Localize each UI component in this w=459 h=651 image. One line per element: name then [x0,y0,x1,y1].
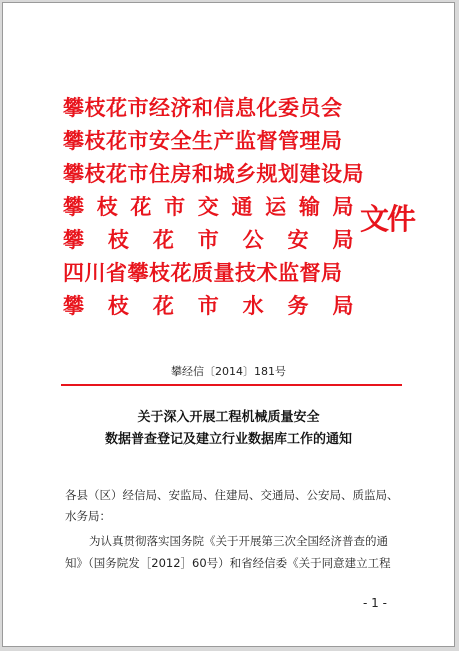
recipients-line1: 各县（区）经信局、安监局、住建局、交通局、公安局、质监局、 [65,488,399,502]
issuer-housing-bureau: 攀枝花市住房和城乡规划建设局 [63,161,364,186]
issuer-char: 输 [298,194,321,219]
issuer-char: 花 [152,293,175,318]
paragraph-line2: 知》（国务院发［2012］60号）和省经信委《关于同意建立工程 [65,556,391,570]
issuer-char: 市 [197,227,220,252]
issuer-water-bureau [63,289,354,322]
issuer-char: 局 [332,194,354,219]
notice-title-line1: 关于深入开展工程机械质量安全 [137,410,320,425]
issuer-char: 市 [197,293,220,318]
issuer-char: 局 [332,293,354,318]
issuer-quality-bureau: 四川省攀枝花质量技术监督局 [63,260,343,285]
red-divider-line [61,384,402,386]
issuer-char: 枝 [107,227,130,252]
document-page [2,2,455,647]
issuer-char: 枝 [107,293,130,318]
issuer-char: 公 [242,227,265,252]
issuer-char: 攀 [63,194,85,219]
notice-title-line2: 数据普查登记及建立行业数据库工作的通知 [104,432,352,447]
notice-title [3,407,454,451]
issuer-char: 安 [287,227,310,252]
issuer-char: 市 [164,194,186,219]
issuer-char: 花 [152,227,175,252]
document-number: 攀经信〔2014〕181号 [171,365,286,378]
issuer-char: 花 [130,194,152,219]
issuer-police-bureau [63,223,354,256]
issuer-char: 攀 [63,293,85,318]
issuer-safety-bureau: 攀枝花市安全生产监督管理局 [63,128,343,153]
issuer-char: 局 [332,227,354,252]
issuer-char: 通 [231,194,253,219]
issuer-char: 务 [287,293,310,318]
issuer-char: 水 [242,293,265,318]
issuer-char: 攀 [63,227,85,252]
paragraph-line1: 为认真贯彻落实国务院《关于开展第三次全国经济普查的通 [89,534,388,548]
page-number: - 1 - [363,596,387,610]
issuer-transport-bureau [63,190,354,223]
document-word: 文件 [360,202,415,236]
issuer-char: 交 [197,194,220,219]
issuer-char: 运 [265,194,287,219]
issuer-economic-commission: 攀枝花市经济和信息化委员会 [63,95,343,120]
recipients-line2: 水务局： [65,509,111,523]
issuer-char: 枝 [96,194,119,219]
